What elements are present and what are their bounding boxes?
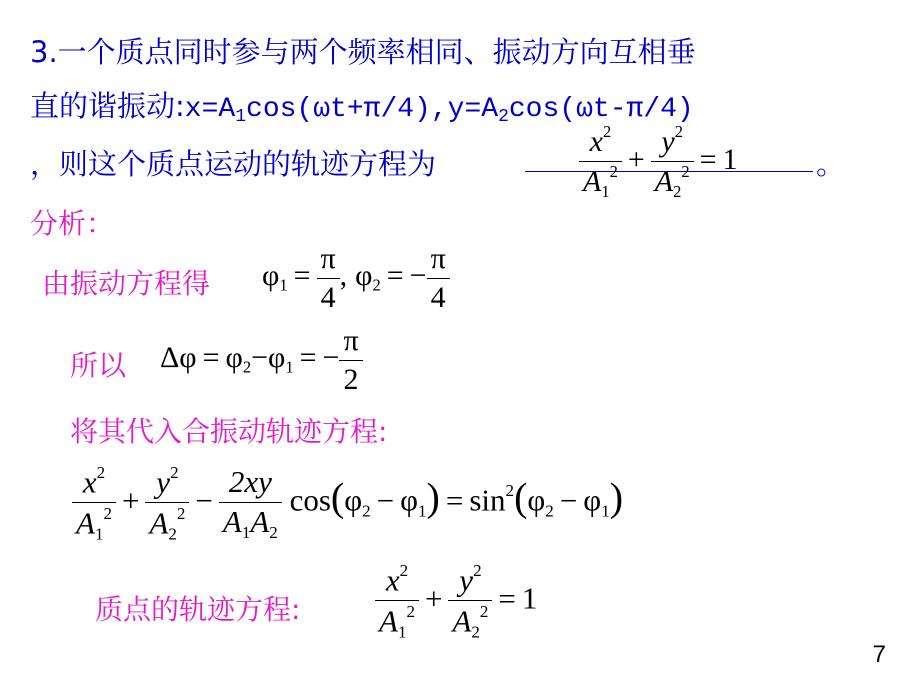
step2-phi2: φ [225, 340, 243, 374]
phi1-sub: 1 [279, 275, 288, 295]
gen-A1-sub: 1 [94, 524, 104, 544]
eq-x-cos: cos(ωt+π/4),y=A [246, 94, 499, 125]
gen-den-A2-sub: 2 [269, 523, 278, 543]
gen-frac-y [145, 462, 189, 545]
step1-eq-1: = [293, 258, 311, 292]
gen-minus-3: − [559, 482, 578, 518]
gen-cos: cos [289, 482, 331, 518]
final-frac-y [448, 560, 492, 643]
gen-den-A1: A [222, 504, 242, 540]
eq-y-cos: cos(ωt-π/4) [508, 94, 694, 125]
step1-minus: − [409, 258, 427, 292]
answer-eq: = [699, 142, 717, 176]
final-A2: A [452, 603, 472, 639]
final-A1-sub: 1 [397, 622, 407, 642]
final-x-exp: 2 [399, 561, 409, 580]
answer-A2-exp: 2 [681, 161, 690, 181]
step2-minus-1: − [251, 340, 269, 374]
answer-plus: + [627, 142, 645, 176]
answer-one: 1 [722, 142, 738, 176]
question-line-2-prefix: 直的谐振动: [30, 89, 185, 123]
answer-frac-y [651, 122, 694, 202]
final-A2-sub: 2 [471, 622, 480, 642]
frac-pi-4-a [317, 240, 340, 316]
answer-frac-x [579, 122, 622, 202]
final-plus: + [424, 580, 443, 616]
step2-phi1: φ [268, 340, 286, 374]
step2-label: 所以 [70, 349, 127, 382]
question-end-mark: 。 [816, 147, 846, 181]
equations [185, 94, 694, 125]
four-b: 4 [430, 280, 446, 314]
step2-phi1-sub: 1 [285, 357, 294, 377]
analysis-label: 分析： [30, 207, 115, 240]
answer-y: y [661, 125, 675, 159]
gen-plus: + [121, 482, 140, 518]
gen-eq: = [445, 482, 464, 518]
step2-eq-2: = [299, 340, 317, 374]
gen-x-exp: 2 [96, 463, 106, 482]
question-line-3: ，则这个质点运动的轨迹方程为 [30, 147, 437, 181]
gen-sin: sin [469, 482, 506, 518]
final-one: 1 [521, 580, 538, 616]
question-line-1: 3.一个质点同时参与两个频率相同、振动方向互相垂 [30, 35, 696, 69]
gen-y-exp: 2 [170, 463, 179, 482]
gen-den-A2: A [250, 504, 270, 540]
step2-minus-2: − [322, 340, 340, 374]
pi-c: π [339, 322, 362, 361]
phi2-sub: 2 [372, 275, 381, 295]
answer-blank [525, 122, 738, 202]
gen-sin-phi1: φ [583, 482, 602, 518]
gen-A1-exp: 2 [103, 504, 112, 524]
phi2: φ [355, 258, 373, 292]
step1-label: 由振动方程得 [42, 267, 211, 300]
gen-A1: A [76, 505, 95, 541]
delta-phi: Δφ [160, 340, 197, 374]
gen-2xy: 2xy [219, 463, 282, 503]
gen-frac-2xy [219, 463, 282, 543]
step1-formula [262, 240, 450, 316]
frac-pi-2 [339, 322, 362, 398]
answer-A1-exp: 2 [609, 161, 618, 181]
final-x: x [385, 562, 400, 598]
frac-pi-4-b [427, 240, 450, 316]
answer-A2-sub: 2 [673, 181, 682, 201]
answer-A2: A [654, 164, 674, 198]
four-a: 4 [320, 280, 336, 314]
eq-x: x=A [184, 94, 236, 125]
final-A2-exp: 2 [479, 602, 489, 622]
final-trajectory-equation [375, 560, 537, 643]
gen-sin-phi2-sub: 2 [545, 501, 554, 521]
gen-x: x [82, 464, 97, 500]
pi-b: π [427, 240, 450, 279]
page-number: 7 [872, 641, 886, 668]
answer-x: x [589, 125, 603, 159]
answer-A1: A [583, 164, 602, 198]
gen-phi2: φ [344, 482, 363, 518]
gen-sin-exp: 2 [505, 481, 515, 501]
final-y: y [459, 562, 474, 598]
gen-phi2-sub: 2 [362, 501, 371, 521]
step3-label: 将其代入合振动轨迹方程: [70, 415, 388, 448]
eq-y-sub: 2 [498, 107, 509, 127]
pi-a: π [317, 240, 340, 279]
step2-phi2-sub: 2 [242, 357, 252, 377]
final-eq: = [498, 580, 516, 616]
gen-A2-sub: 2 [168, 524, 177, 544]
general-trajectory-equation: $\frac{x^2}{A_1^2}$ + $\frac{y^2}{A_2^2}$ − $\frac{2xy}{A_1A_2}$ $\cos(\varphi_2 - \varphi_1) = \sin^2(\varphi_2 - \varphi_1)$ [72, 462, 623, 545]
final-A1-exp: 2 [406, 602, 415, 622]
step1-eq-2: = [386, 258, 404, 292]
final-y-exp: 2 [473, 561, 482, 580]
gen-y: y [156, 464, 171, 500]
final-frac-x [375, 560, 419, 643]
gen-frac-x [72, 462, 116, 545]
gen-A2: A [149, 505, 169, 541]
answer-A1-sub: 1 [601, 181, 610, 201]
gen-minus-2: − [376, 482, 395, 518]
step1-comma: , [339, 258, 348, 292]
answer-y-exp: 2 [674, 122, 683, 141]
eq-x-sub: 1 [235, 107, 247, 127]
phi1: φ [262, 258, 280, 292]
final-A1: A [379, 603, 398, 639]
question-line-2 [30, 89, 694, 127]
gen-phi1-sub: 1 [418, 501, 427, 521]
gen-phi1: φ [400, 482, 419, 518]
step2-eq-1: = [202, 340, 220, 374]
answer-underline [525, 171, 813, 172]
gen-minus: − [195, 482, 213, 518]
two-c: 2 [343, 362, 359, 396]
gen-sin-phi2: φ [527, 482, 546, 518]
gen-A2-exp: 2 [176, 504, 186, 524]
answer-x-exp: 2 [602, 122, 612, 141]
gen-sin-phi1-sub: 1 [601, 501, 610, 521]
final-label: 质点的轨迹方程: [95, 593, 301, 626]
step2-formula [160, 322, 363, 398]
gen-den-A1-sub: 1 [241, 523, 251, 543]
